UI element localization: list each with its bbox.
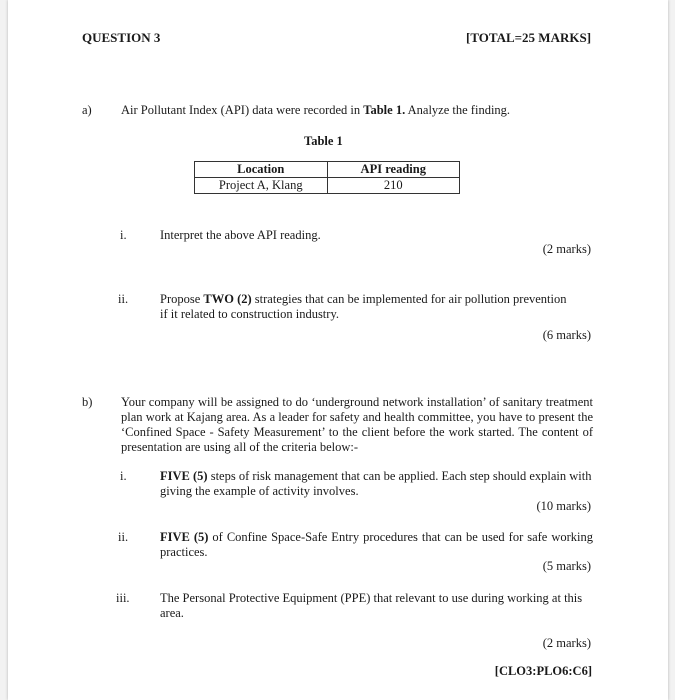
item-b-iii-text: The Personal Protective Equipment (PPE) that relevant to use during working at this area. xyxy=(160,591,583,620)
clo-code: [CLO3:PLO6:C6] xyxy=(494,664,592,678)
total-marks: [TOTAL=25 MARKS] xyxy=(466,30,592,45)
part-a-label: a) xyxy=(82,103,92,117)
item-a-i-marks: (2 marks) xyxy=(542,242,591,256)
item-b-iii-marks: (2 marks) xyxy=(542,636,591,650)
item-b-i-number: i. xyxy=(120,469,127,483)
question-title: QUESTION 3 xyxy=(82,30,161,45)
item-a-ii-number: ii. xyxy=(118,292,129,306)
item-a-ii-marks: (6 marks) xyxy=(542,328,591,342)
part-b-label: b) xyxy=(82,395,93,409)
table-cell-location: Project A, Klang xyxy=(195,178,328,194)
item-b-iii-number: iii. xyxy=(116,591,130,605)
part-b-paragraph: Your company will be assigned to do ‘underground network installation’ of sanitary treatment plan work at Kajang area. As a leader for safety and health committee, you have to present the ‘Confined Space - Safety Measurement’ to the client before the work started. The content of presentation are using all of the criteria below:- xyxy=(121,395,593,454)
part-a-intro: Air Pollutant Index (API) data were recorded in Table 1. Analyze the finding. xyxy=(121,103,511,117)
item-b-ii-marks: (5 marks) xyxy=(542,559,591,573)
table-title: Table 1 xyxy=(304,134,343,148)
item-b-i-marks: (10 marks) xyxy=(536,499,591,513)
item-a-ii-text: Propose TWO (2) strategies that can be implemented for air pollution prevention if it related to construction industry. xyxy=(160,292,567,321)
item-b-ii-number: ii. xyxy=(118,530,129,544)
item-b-i-text: FIVE (5) steps of risk management that can be applied. Each step should explain with giving the example of activity involves. xyxy=(160,469,592,498)
column-header-location: Location xyxy=(195,162,328,178)
table-header-row xyxy=(195,162,460,178)
item-a-i-text: Interpret the above API reading. xyxy=(160,228,321,242)
item-b-ii-text: FIVE (5) of Confine Space-Safe Entry procedures that can be used for safe working practices. xyxy=(160,530,593,559)
column-header-api-reading: API reading xyxy=(327,162,460,178)
table-row xyxy=(195,178,460,194)
item-a-i-number: i. xyxy=(120,228,127,242)
exam-page xyxy=(8,0,668,700)
table-cell-api-reading: 210 xyxy=(327,178,460,194)
table-reference: Table 1. xyxy=(363,103,406,117)
api-table xyxy=(194,161,460,194)
